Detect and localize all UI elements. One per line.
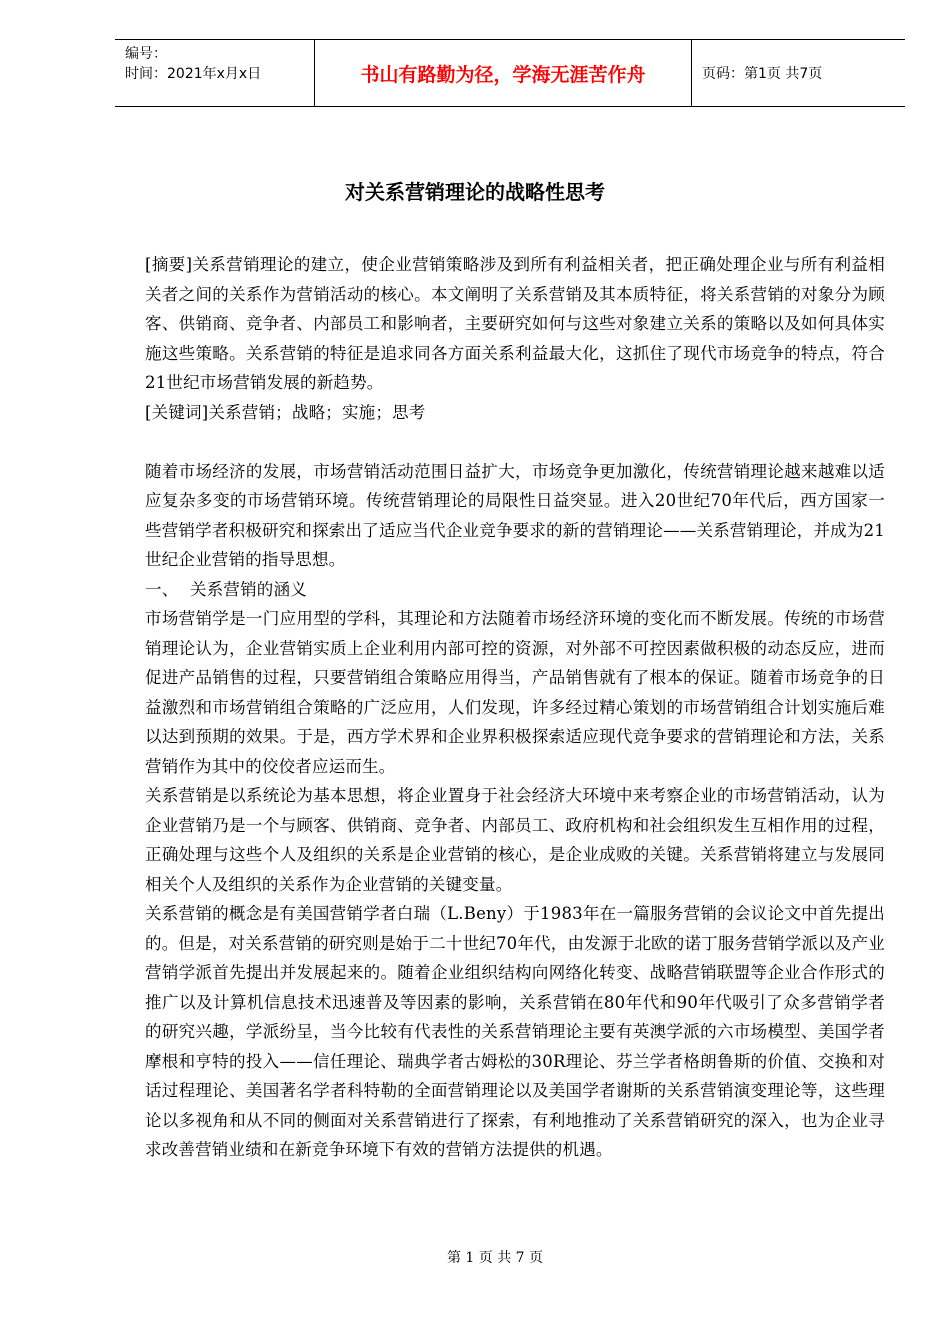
date-label: 时间：2021年x月x日 xyxy=(125,66,262,82)
body-paragraph-1: 市场营销学是一门应用型的学科，其理论和方法随着市场经济环境的变化而不断发展。传统的市场营销理论认为，企业营销实质上企业利用内部可控的资源，对外部不可控因素做积极的动态反应，进而促进产品销售的过程，只要营销组合策略应用得当，产品销售就有了根本的保证。随着市场竞争的日益激烈和市场营销组合策略的广泛应用，人们发现，许多经过精心策划的市场营销组合计划实施后难以达到预期的效果。于是，西方学术界和企业界积极探索适应现代竞争要求的营销理论和方法，关系营销作为其中的佼佼者应运而生。 xyxy=(145,609,885,776)
page-footer: 第 1 页 共 7 页 xyxy=(446,1250,544,1266)
document-body xyxy=(145,250,885,1165)
body-paragraph-2: 关系营销是以系统论为基本思想，将企业置身于社会经济大环境中来考察企业的市场营销活动，认为企业营销乃是一个与顾客、供销商、竞争者、内部员工、政府机构和社会组织发生互相作用的过程，正确处理与这些个人及组织的关系是企业营销的核心，是企业成败的关键。关系营销将建立与发展同相关个人及组织的关系作为企业营销的关键变量。 xyxy=(145,786,885,894)
section-title: 关系营销的涵义 xyxy=(190,579,307,599)
intro-paragraph: 随着市场经济的发展，市场营销活动范围日益扩大，市场竞争更加激化，传统营销理论越来越难以适应复杂多变的市场营销环境。传统营销理论的局限性日益突显。进入20世纪70年代后，西方国家一些营销学者积极研究和探索出了适应当代企业竞争要求的新的营销理论——关系营销理论，并成为21世纪企业营销的指导思想。 xyxy=(145,461,885,569)
code-label: 编号： xyxy=(125,46,167,62)
header-page-info: 页码：第1页 共7页 xyxy=(702,66,823,82)
header-motto: 书山有路勤为径，学海无涯苦作舟 xyxy=(315,40,692,106)
section-number: 一、 xyxy=(145,579,179,599)
keywords-line: [关键词]关系营销；战略；实施；思考 xyxy=(145,402,426,422)
body-paragraph-3: 关系营销的概念是有美国营销学者白瑞（L.Beny）于1983年在一篇服务营销的会议论文中首先提出的。但是，对关系营销的研究则是始于二十世纪70年代，由发源于北欧的诺丁服务营销学派以及产业营销学派首先提出并发展起来的。随着企业组织结构向网络化转变、战略营销联盟等企业合作形式的推广以及计算机信息技术迅速普及等因素的影响，关系营销在80年代和90年代吸引了众多营销学者的研究兴趣，学派纷呈，当今比较有代表性的关系营销理论主要有英澳学派的六市场模型、美国学者摩根和亨特的投入——信任理论、瑞典学者古姆松的30R理论、芬兰学者格朗鲁斯的价值、交换和对话过程理论、美国著名学者科特勒的全面营销理论以及美国学者谢斯的关系营销演变理论等，这些理论以多视角和从不同的侧面对关系营销进行了探索，有利地推动了关系营销研究的深入，也为企业寻求改善营销业绩和在新竞争环境下有效的营销方法提供的机遇。 xyxy=(145,904,885,1159)
header-meta-cell xyxy=(115,40,315,106)
spacer xyxy=(145,427,885,457)
header-table xyxy=(115,39,905,107)
section-heading xyxy=(145,575,885,605)
abstract-paragraph: [摘要]关系营销理论的建立，使企业营销策略涉及到所有利益相关者，把正确处理企业与所有利益相关者之间的关系作为营销活动的核心。本文阐明了关系营销及其本质特征，将关系营销的对象分为顾客、供销商、竞争者、内部员工和影响者，主要研究如何与这些对象建立关系的策略以及如何具体实施这些策略。关系营销的特征是追求同各方面关系利益最大化，这抓住了现代市场竞争的特点，符合21世纪市场营销发展的新趋势。 xyxy=(145,255,885,392)
document-title: 对关系营销理论的战略性思考 xyxy=(345,180,605,204)
